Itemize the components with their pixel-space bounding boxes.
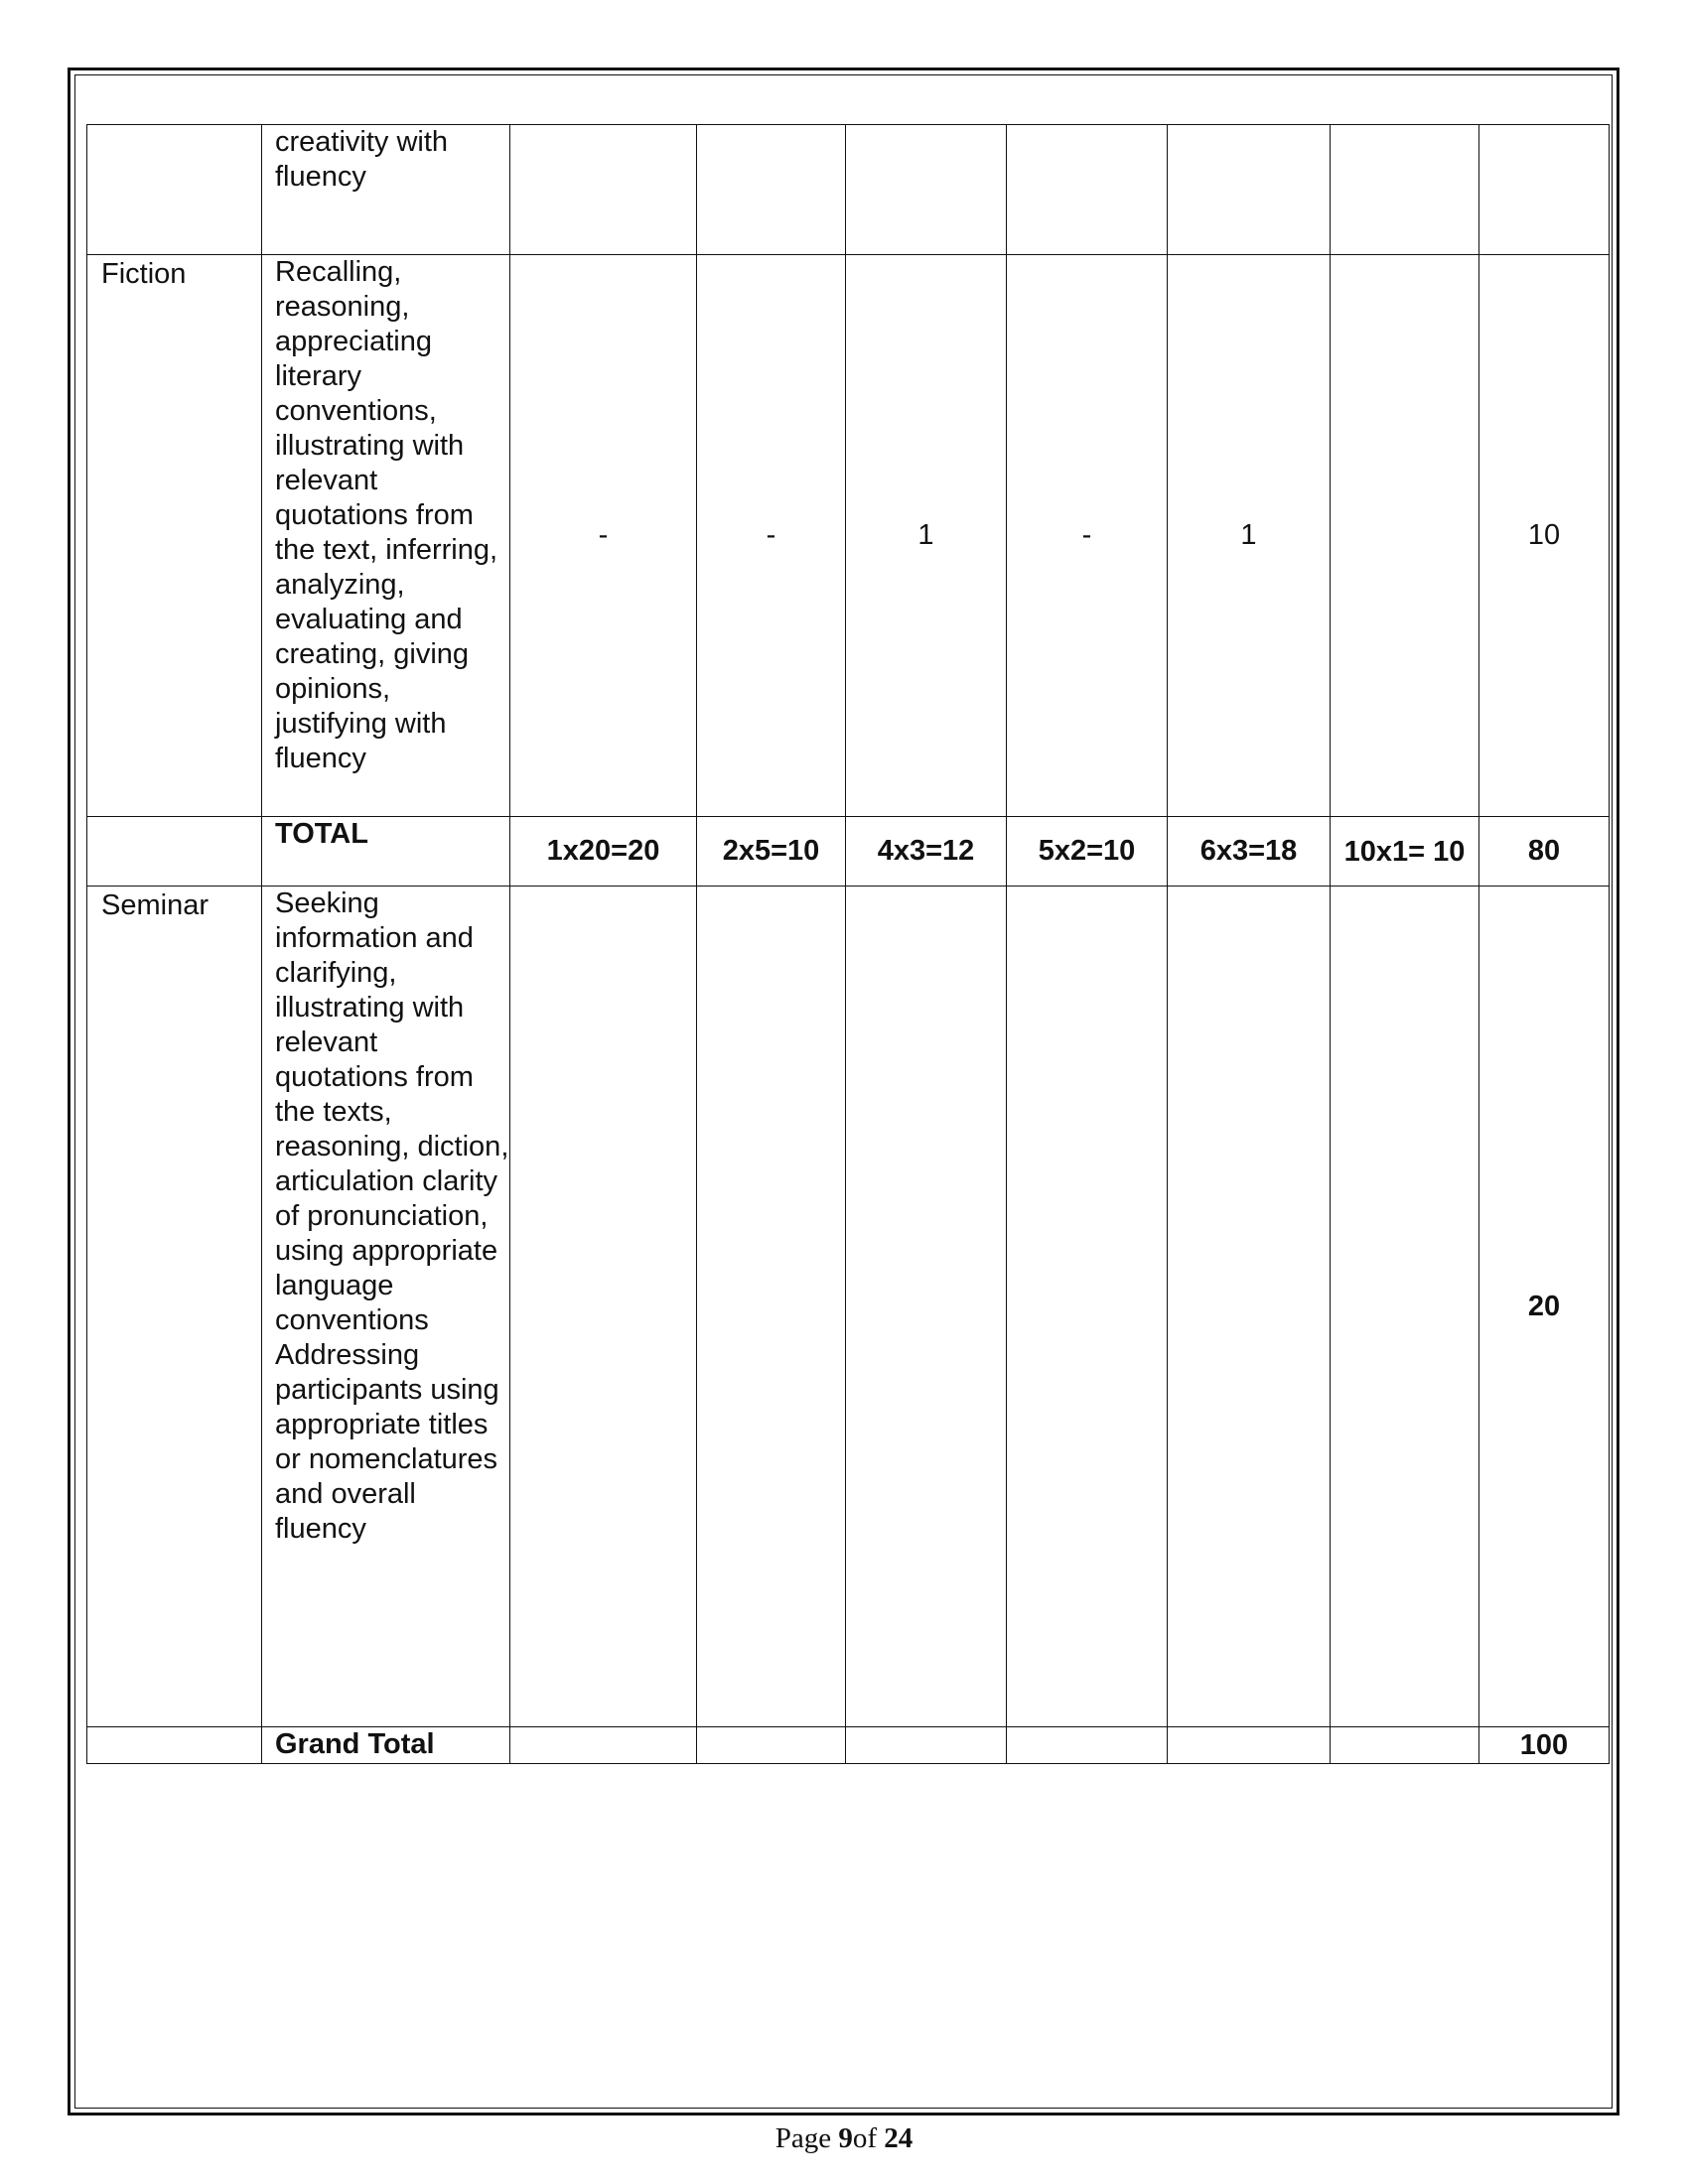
value-cell: -	[1007, 255, 1168, 817]
grand-total-label: Grand Total	[262, 1727, 510, 1764]
total-label: TOTAL	[262, 817, 510, 887]
skill-cell: creativity with fluency	[262, 125, 510, 255]
value-cell	[1331, 255, 1479, 817]
value-cell	[846, 1727, 1007, 1764]
page-number	[0, 2122, 1688, 2155]
theme-cell	[87, 1727, 262, 1764]
value-cell	[846, 125, 1007, 255]
value-cell: 5x2=10	[1007, 817, 1168, 887]
skill-cell: Recalling, reasoning, appreciating literary conventions, illustrating with relevant quotations from the text, inferring, analyzing, evaluating and creating, giving opinions, justifying with fluency	[262, 255, 510, 817]
value-cell: -	[697, 255, 846, 817]
skill-cell: Seeking information and clarifying, illustrating with relevant quotations from the texts, reasoning, diction, articulation clarity of pronunciation, using appropriate language conventions Addressing participants using appropriate titles or nomenclatures and overall fluency	[262, 887, 510, 1727]
value-cell	[1168, 125, 1331, 255]
table-row-grand-total	[87, 1727, 1610, 1764]
value-cell	[697, 125, 846, 255]
value-cell	[510, 887, 697, 1727]
theme-cell	[87, 125, 262, 255]
table-row	[87, 125, 1610, 255]
table-row	[87, 255, 1610, 817]
value-cell	[697, 887, 846, 1727]
value-cell	[1007, 887, 1168, 1727]
value-cell	[1007, 1727, 1168, 1764]
value-cell	[1331, 887, 1479, 1727]
theme-cell: Fiction	[87, 255, 262, 817]
theme-cell	[87, 817, 262, 887]
total-cell: 100	[1479, 1727, 1610, 1764]
value-cell: 6x3=18	[1168, 817, 1331, 887]
value-cell: 1	[846, 255, 1007, 817]
page-label: Page	[774, 2122, 839, 2154]
total-cell: 20	[1479, 887, 1610, 1727]
value-cell: 1x20=20	[510, 817, 697, 887]
value-cell	[1331, 1727, 1479, 1764]
total-cell: 80	[1479, 817, 1610, 887]
value-cell: 4x3=12	[846, 817, 1007, 887]
value-cell	[510, 1727, 697, 1764]
value-cell: 1	[1168, 255, 1331, 817]
value-cell: -	[510, 255, 697, 817]
value-cell	[846, 887, 1007, 1727]
value-cell: 10x1= 10	[1331, 817, 1479, 887]
total-cell	[1479, 125, 1610, 255]
question-blueprint-table	[86, 124, 1610, 1764]
total-cell: 10	[1479, 255, 1610, 817]
value-cell	[510, 125, 697, 255]
table-row-total	[87, 817, 1610, 887]
table-row	[87, 887, 1610, 1727]
current-page: 9	[838, 2122, 853, 2154]
value-cell	[1168, 887, 1331, 1727]
page-of: of	[852, 2122, 885, 2154]
value-cell	[1168, 1727, 1331, 1764]
value-cell	[1331, 125, 1479, 255]
total-pages: 24	[884, 2122, 914, 2154]
value-cell	[697, 1727, 846, 1764]
theme-cell: Seminar	[87, 887, 262, 1727]
value-cell	[1007, 125, 1168, 255]
value-cell: 2x5=10	[697, 817, 846, 887]
